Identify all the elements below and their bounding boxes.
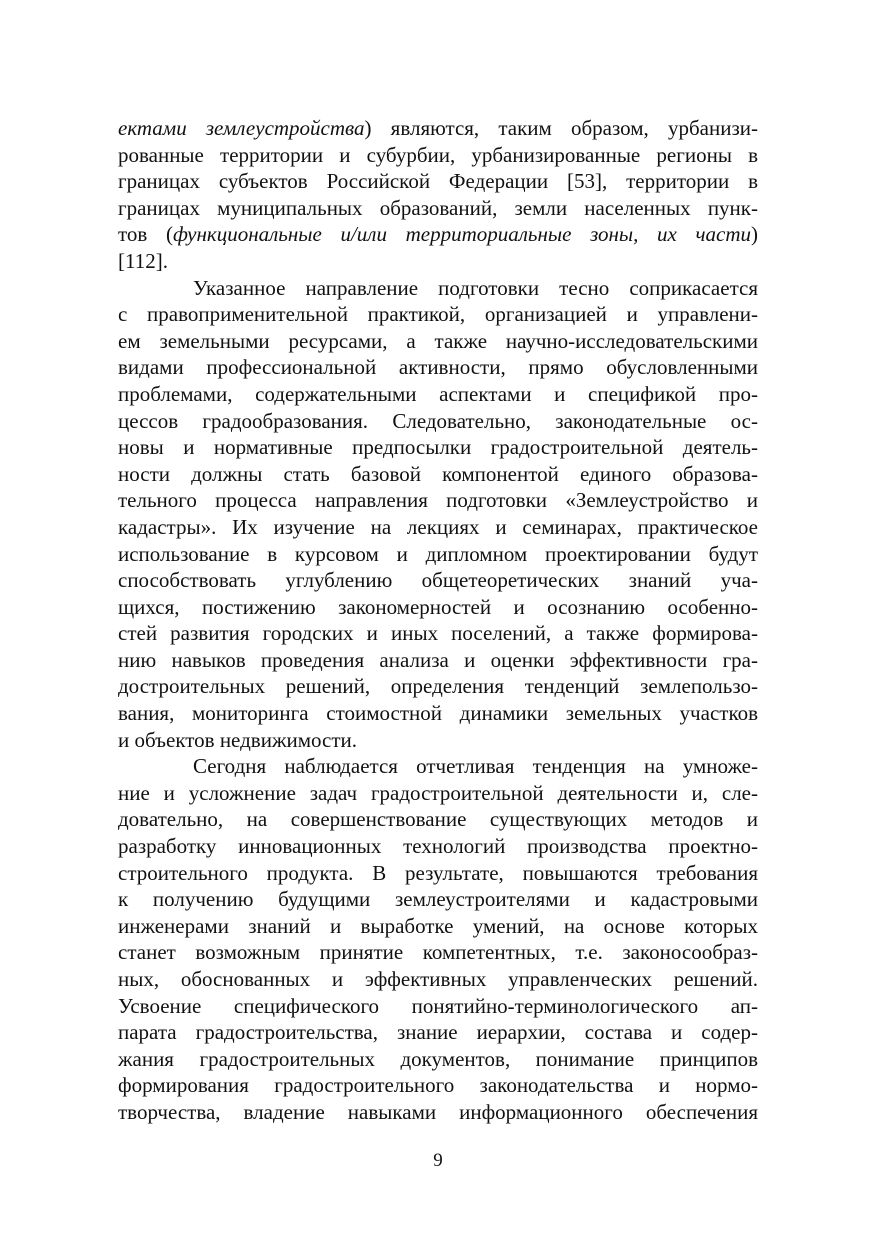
text-segment: рованные территории и субурбии, урбанизированные регионы в bbox=[118, 142, 758, 167]
text-segment: станет возможным принятие компетентных, т.е. законосообраз- bbox=[118, 940, 758, 965]
text-segment: парата градостроительства, знание иерархии, состава и содер- bbox=[118, 1020, 758, 1045]
text-line bbox=[118, 541, 758, 568]
text-line bbox=[118, 248, 758, 275]
text-line bbox=[118, 966, 758, 993]
text-line bbox=[118, 594, 758, 621]
text-segment: вания, мониторинга стоимостной динамики земельных участков bbox=[118, 701, 758, 726]
text-segment: видами профессиональной активности, прямо обусловленными bbox=[118, 355, 758, 380]
italic-text: ектами землеустройства bbox=[118, 116, 365, 140]
text-line bbox=[118, 301, 758, 328]
text-segment: жания градостроительных документов, понимание принципов bbox=[118, 1046, 758, 1071]
text-line bbox=[118, 886, 758, 913]
text-segment: строительного продукта. В результате, повышаются требования bbox=[118, 860, 758, 885]
text-line bbox=[118, 514, 758, 541]
text-line bbox=[118, 647, 758, 674]
text-line bbox=[118, 620, 758, 647]
text-segment: щихся, постижению закономерностей и осознанию особенно- bbox=[118, 594, 758, 619]
text-segment: цессов градообразования. Следовательно, законодательные ос- bbox=[118, 408, 758, 433]
text-segment: кадастры». Их изучение на лекциях и семинарах, практическое bbox=[118, 514, 758, 539]
text-line bbox=[118, 168, 758, 195]
text-line bbox=[118, 1072, 758, 1099]
text-line bbox=[118, 221, 758, 248]
text-segment: довательно, на совершенствование существующих методов и bbox=[118, 807, 758, 832]
text-line bbox=[118, 780, 758, 807]
text-line bbox=[118, 434, 758, 461]
text-line bbox=[118, 354, 758, 381]
text-line bbox=[118, 381, 758, 408]
text-line bbox=[118, 461, 758, 488]
text-line bbox=[118, 700, 758, 727]
text-line bbox=[118, 275, 758, 302]
text-line bbox=[118, 1099, 758, 1126]
text-line bbox=[118, 753, 758, 780]
text-segment: инженерами знаний и выработке умений, на основе которых bbox=[118, 913, 758, 938]
text-line bbox=[118, 142, 758, 169]
text-segment: [112]. bbox=[118, 248, 168, 273]
text-line bbox=[118, 806, 758, 833]
text-line bbox=[118, 408, 758, 435]
text-line bbox=[118, 487, 758, 514]
text-segment: Указанное направление подготовки тесно соприкасается bbox=[193, 275, 758, 300]
text-segment: стей развития городских и иных поселений, а также формирова- bbox=[118, 621, 758, 646]
text-line bbox=[118, 860, 758, 887]
text-segment: формирования градостроительного законодательства и нормо- bbox=[118, 1073, 758, 1098]
text-segment: проблемами, содержательными аспектами и спецификой про- bbox=[118, 381, 758, 406]
text-segment: разработку инновационных технологий производства проектно- bbox=[118, 834, 758, 859]
text-segment: границах муниципальных образований, земли населенных пунк- bbox=[118, 195, 758, 220]
text-line bbox=[118, 1019, 758, 1046]
page-number: 9 bbox=[433, 1150, 443, 1171]
text-line bbox=[118, 913, 758, 940]
text-line bbox=[118, 195, 758, 222]
text-line bbox=[118, 673, 758, 700]
text-segment: новы и нормативные предпосылки градостроительной деятель- bbox=[118, 435, 758, 460]
text-line bbox=[118, 328, 758, 355]
page-body bbox=[118, 115, 758, 1126]
text-segment: ных, обоснованных и эффективных управленческих решений. bbox=[118, 967, 758, 991]
text-segment: тельного процесса направления подготовки «Землеустройство и bbox=[118, 488, 758, 513]
text-segment: ) являются, таким образом, урбанизи- bbox=[364, 116, 758, 140]
text-segment: границах субъектов Российской Федерации [53], территории в bbox=[118, 169, 758, 194]
text-segment: достроительных решений, определения тенденций землепользо- bbox=[118, 674, 758, 699]
text-segment: способствовать углублению общетеоретических знаний уча- bbox=[118, 568, 758, 593]
text-segment: ние и усложнение задач градостроительной деятельности и, сле- bbox=[118, 780, 758, 805]
text-segment: с правоприменительной практикой, организацией и управлени- bbox=[118, 302, 758, 327]
text-segment: использование в курсовом и дипломном проектировании будут bbox=[118, 541, 758, 566]
text-line bbox=[118, 833, 758, 860]
text-segment: нию навыков проведения анализа и оценки эффективности гра- bbox=[118, 647, 758, 672]
text-segment: тов ( bbox=[118, 222, 173, 247]
text-line bbox=[118, 567, 758, 594]
text-line bbox=[118, 993, 758, 1020]
text-segment: Усвоение специфического понятийно-терминологического ап- bbox=[118, 993, 758, 1018]
text-segment: ем земельными ресурсами, а также научно-исследовательскими bbox=[118, 328, 758, 353]
text-line bbox=[118, 727, 758, 754]
text-segment: ности должны стать базовой компонентой единого образова- bbox=[118, 461, 758, 486]
text-line bbox=[118, 115, 758, 142]
text-segment: ) bbox=[750, 222, 758, 247]
text-line bbox=[118, 1046, 758, 1073]
italic-text: функциональные и/или территориальные зоны, их части bbox=[172, 222, 751, 247]
text-segment: к получению будущими землеустроителями и кадастровыми bbox=[118, 887, 758, 912]
text-line bbox=[118, 939, 758, 966]
text-segment: Сегодня наблюдается отчетливая тенденция на умноже- bbox=[193, 754, 758, 779]
text-segment: творчества, владение навыками информационного обеспечения bbox=[118, 1099, 758, 1124]
text-segment: и объектов недвижимости. bbox=[118, 727, 357, 752]
